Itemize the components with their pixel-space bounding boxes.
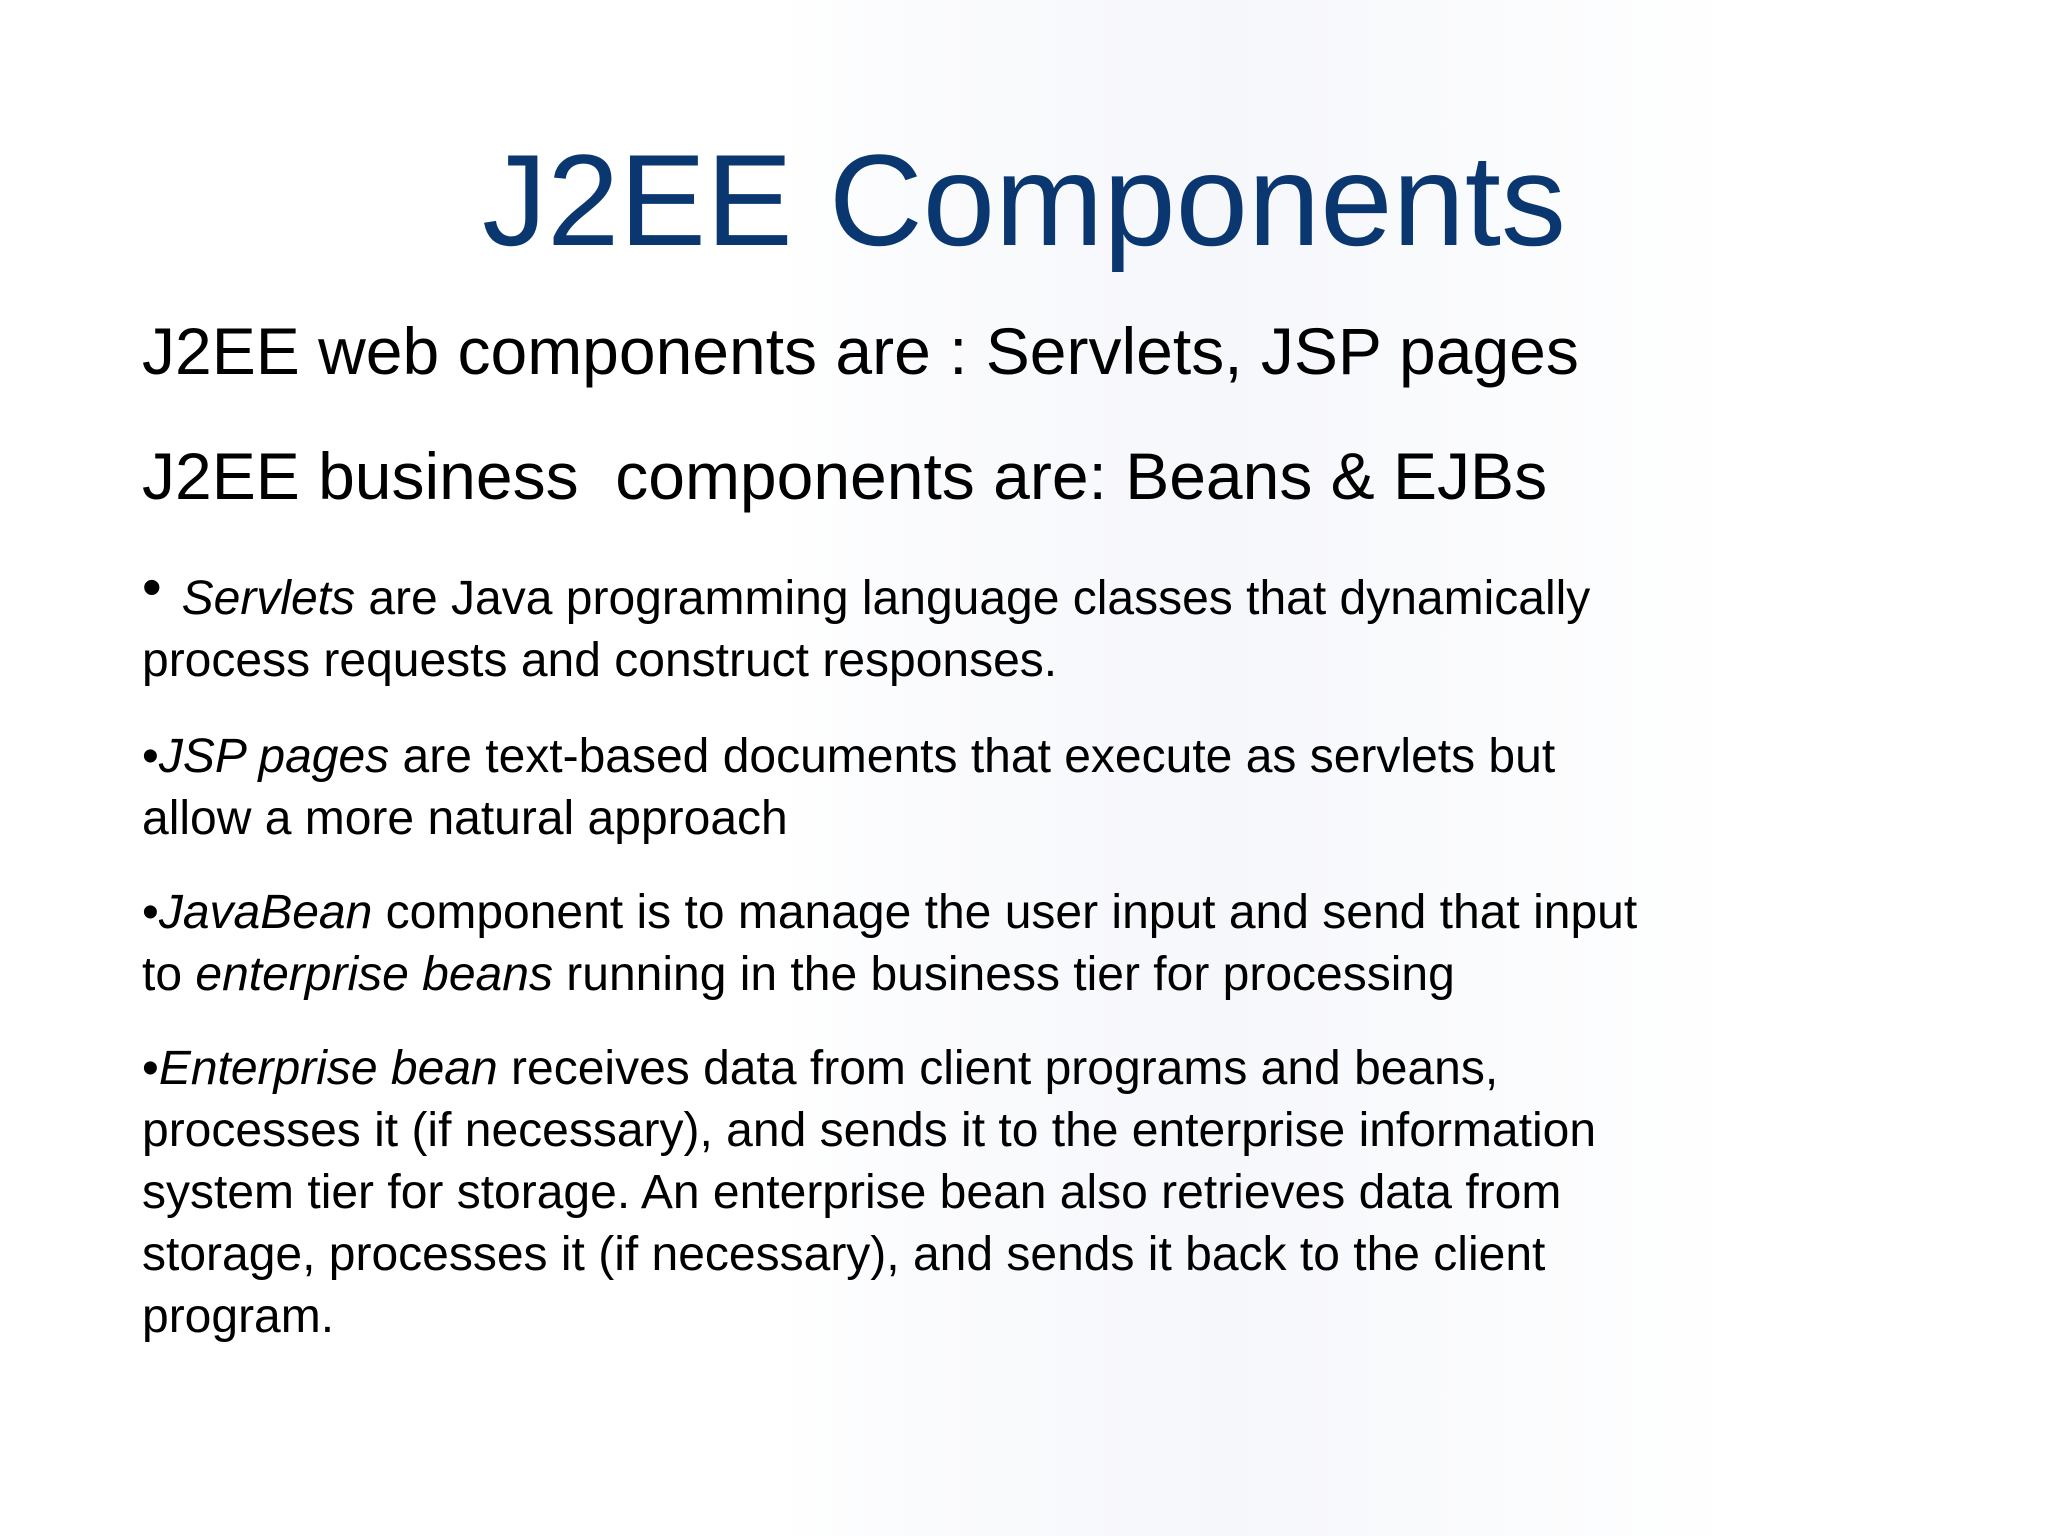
bullet-servlets-text: are Java programming language classes that dynamically	[355, 572, 1591, 625]
bullet-icon: •	[142, 1042, 159, 1095]
bullet-icon: •	[142, 730, 159, 783]
bullet-servlets	[142, 555, 1782, 692]
bullet-ejb-line-2: processes it (if necessary), and sends it to the enterprise information	[142, 1104, 1597, 1157]
bullet-jsp-line-1	[142, 726, 1782, 788]
bullet-javabean-line-1	[142, 882, 1782, 944]
bullet-ejb-line-4: storage, processes it (if necessary), and sends it back to the client	[142, 1228, 1546, 1281]
bullet-icon: •	[142, 886, 159, 939]
bullet-ejb-text: receives data from client programs and beans,	[497, 1042, 1499, 1095]
bullet-servlets-line-2: process requests and construct responses.	[142, 634, 1058, 687]
bullet-javabean-text: component is to manage the user input and send that input	[372, 886, 1638, 939]
bullet-ejb-line-1	[142, 1038, 1782, 1100]
term-enterprise-beans: enterprise beans	[195, 948, 553, 1001]
bullet-jsp-pages	[142, 726, 1782, 850]
bullet-javabean-text-pre: to	[142, 948, 196, 1001]
bullet-ejb-line-5: program.	[142, 1290, 335, 1343]
bullet-ejb-line-3: system tier for storage. An enterprise bean also retrieves data from	[142, 1166, 1562, 1219]
heading-business-components: J2EE business components are: Beans & EJBs	[142, 439, 1548, 513]
bullet-icon: •	[142, 555, 162, 618]
bullet-jsp-line-2: allow a more natural approach	[142, 792, 788, 845]
slide-title: J2EE Components	[482, 127, 1566, 273]
heading-web-components: J2EE web components are : Servlets, JSP pages	[142, 314, 1579, 388]
bullet-javabean	[142, 882, 1782, 1006]
bullet-enterprise-bean	[142, 1038, 1782, 1348]
term-enterprise-bean: Enterprise bean	[158, 1042, 498, 1095]
bullet-javabean-text-rest: running in the business tier for processing	[552, 948, 1455, 1001]
term-jsp-pages: JSP pages	[158, 730, 390, 783]
bullet-javabean-line-2	[142, 944, 1782, 1006]
term-javabean: JavaBean	[158, 886, 373, 939]
bullet-servlets-line-1	[142, 555, 1782, 630]
term-servlets: Servlets	[181, 572, 355, 625]
bullet-jsp-text: are text-based documents that execute as servlets but	[389, 730, 1556, 783]
